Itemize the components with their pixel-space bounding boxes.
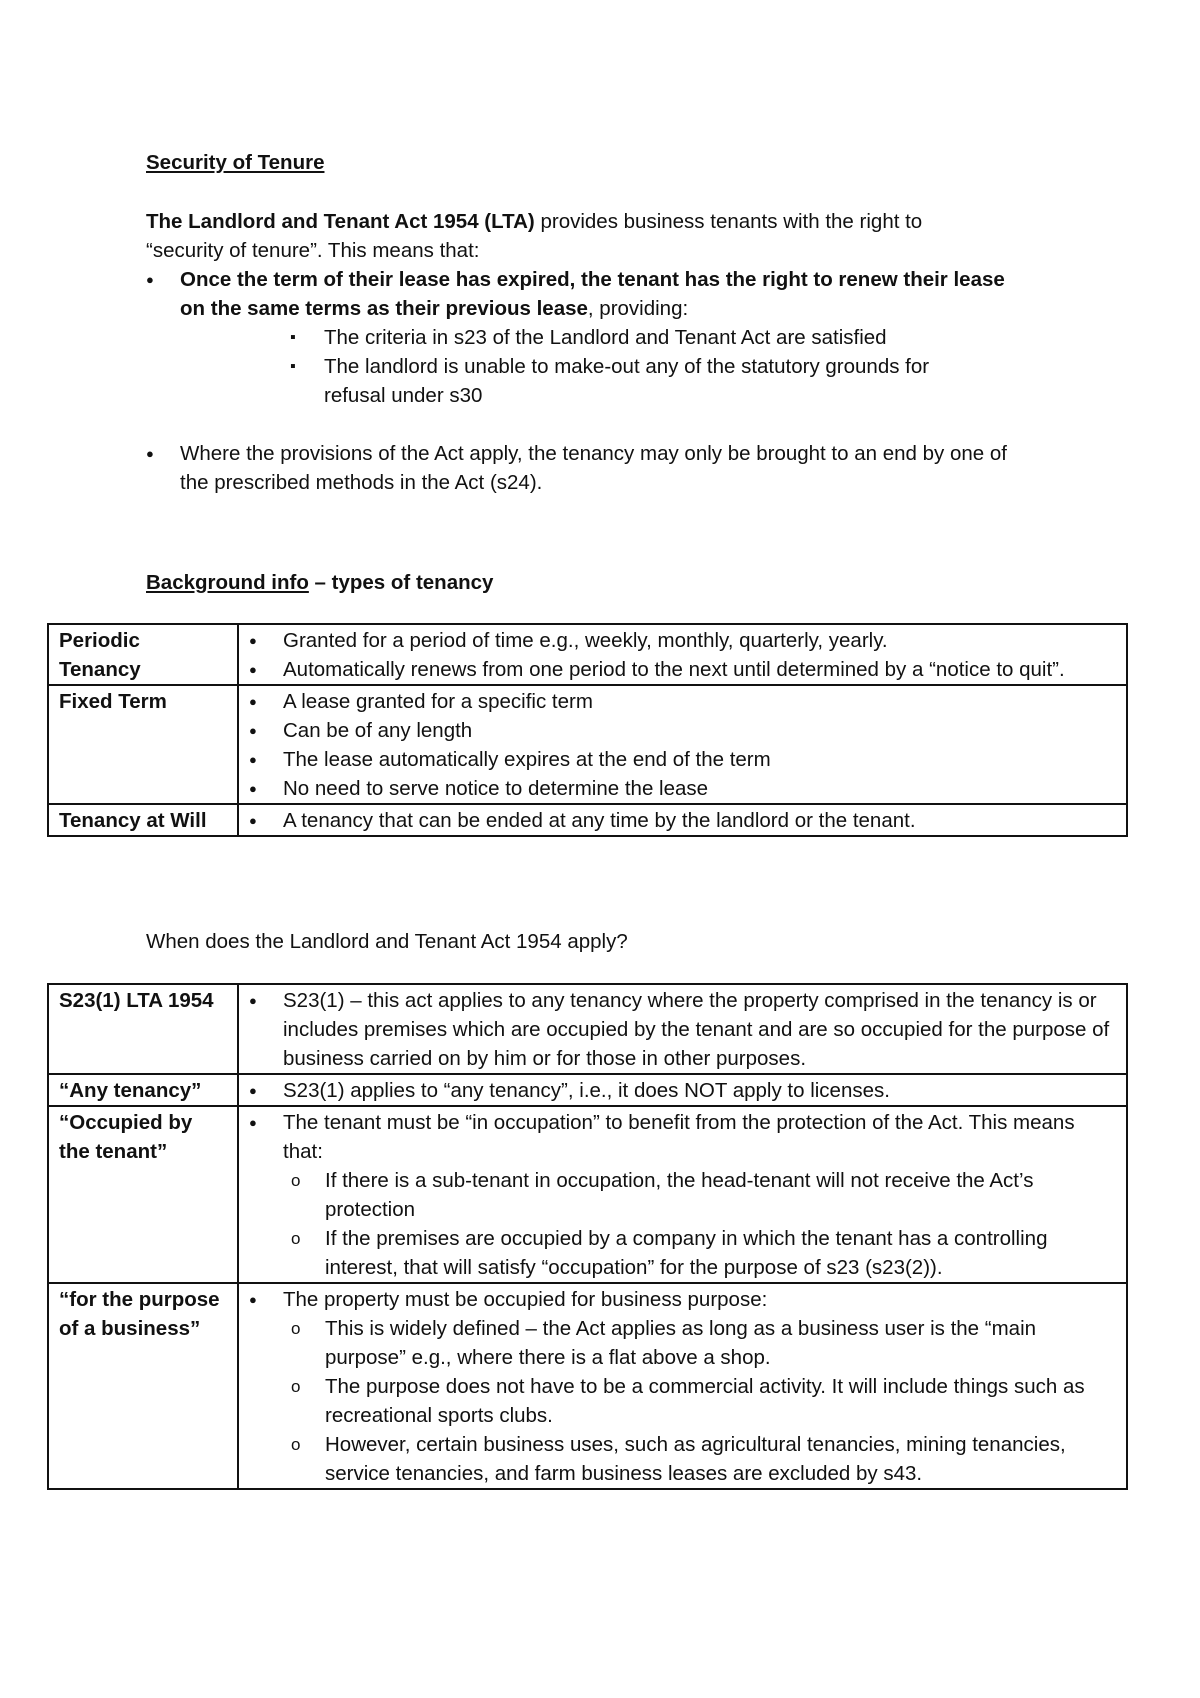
list-item [146, 265, 1066, 410]
sub-list-item: o If the premises are occupied by a company in which the tenant has a controlling interest, that will satisfy “occupation” for the purpose of s23 (s23(2)). [291, 1224, 1116, 1282]
row-label: Periodic Tenancy [48, 624, 238, 685]
section-heading-applicability: When does the Landlord and Tenant Act 1954 apply? [146, 930, 628, 953]
bullet-bold-line1: ● Once the term of their lease has expired, the tenant has the right to renew their lease [180, 268, 1005, 291]
section-heading-background [146, 568, 493, 597]
row-content [238, 624, 1127, 685]
heading-underlined: Background info [146, 571, 309, 594]
list-item: ● Where the provisions of the Act apply, the tenancy may only be brought to an end by one of the prescribed methods in the Act (s24). [146, 439, 1030, 497]
list-item: ● Granted for a period of time e.g., weekly, monthly, quarterly, yearly. [249, 626, 1116, 655]
row-content [238, 1283, 1127, 1489]
bullet-text: , providing: [587, 297, 689, 320]
list-item: ● Can be of any length [249, 716, 1116, 745]
table-row [48, 1074, 1127, 1106]
list-item: ● Automatically renews from one period to the next until determined by a “notice to quit”. [249, 655, 1116, 684]
row-label: “for the purpose of a business” [48, 1283, 238, 1489]
sub-list-item: o If there is a sub-tenant in occupation, the head-tenant will not receive the Act’s protection [291, 1166, 1116, 1224]
list-item: ● The tenant must be “in occupation” to benefit from the protection of the Act. This means that: [249, 1108, 1116, 1166]
sub-list [290, 323, 980, 410]
intro-paragraph [146, 207, 1046, 265]
table-row [48, 804, 1127, 836]
table-row [48, 685, 1127, 804]
list-item: ● The lease automatically expires at the end of the term [249, 745, 1116, 774]
row-label: S23(1) LTA 1954 [48, 984, 238, 1074]
list-item: ● A tenancy that can be ended at any time by the landlord or the tenant. [249, 806, 1116, 835]
table-row [48, 984, 1127, 1074]
list-item: ● S23(1) – this act applies to any tenancy where the property comprised in the tenancy is or includes premises which are occupied by the tenant and are so occupied for the purpose of business carried on by him or for those in other purposes. [249, 986, 1116, 1073]
bullet-bold-line2: on the same terms as their previous lease [180, 297, 588, 320]
row-content [238, 1106, 1127, 1283]
row-content [238, 685, 1127, 804]
intro-text-line2: “security of tenure”. This means that: [146, 239, 480, 262]
list-item: ● The property must be occupied for business purpose: [249, 1285, 1116, 1314]
table-row [48, 624, 1127, 685]
table-row [48, 1283, 1127, 1489]
row-label: “Any tenancy” [48, 1074, 238, 1106]
row-label: Tenancy at Will [48, 804, 238, 836]
tenure-bullets [146, 265, 1066, 497]
act-name: The Landlord and Tenant Act 1954 (LTA) [146, 210, 535, 233]
row-content [238, 1074, 1127, 1106]
table-row [48, 1106, 1127, 1283]
act-application-table [47, 983, 1128, 1490]
sub-list-item: o However, certain business uses, such as agricultural tenancies, mining tenancies, service tenancies, and farm business leases are excluded by s43. [291, 1430, 1116, 1488]
sub-list-item: o This is widely defined – the Act applies as long as a business user is the “main purpose” e.g., where there is a flat above a shop. [291, 1314, 1116, 1372]
heading-rest: – types of tenancy [308, 571, 494, 594]
tenancy-types-table [47, 623, 1128, 837]
row-content [238, 984, 1127, 1074]
sub-list-item: o The purpose does not have to be a commercial activity. It will include things such as recreational sports clubs. [291, 1372, 1116, 1430]
row-content [238, 804, 1127, 836]
page-title: Security of Tenure [146, 151, 325, 174]
row-label: Fixed Term [48, 685, 238, 804]
sub-list-item: ▪ The landlord is unable to make-out any of the statutory grounds for refusal under s30 [290, 352, 980, 410]
list-item: ● S23(1) applies to “any tenancy”, i.e., it does NOT apply to licenses. [249, 1076, 1116, 1105]
row-label: “Occupied by the tenant” [48, 1106, 238, 1283]
sub-list-item: ▪ The criteria in s23 of the Landlord and Tenant Act are satisfied [290, 323, 980, 352]
list-item: ● No need to serve notice to determine the lease [249, 774, 1116, 803]
intro-text: provides business tenants with the right to [534, 210, 923, 233]
list-item: ● A lease granted for a specific term [249, 687, 1116, 716]
